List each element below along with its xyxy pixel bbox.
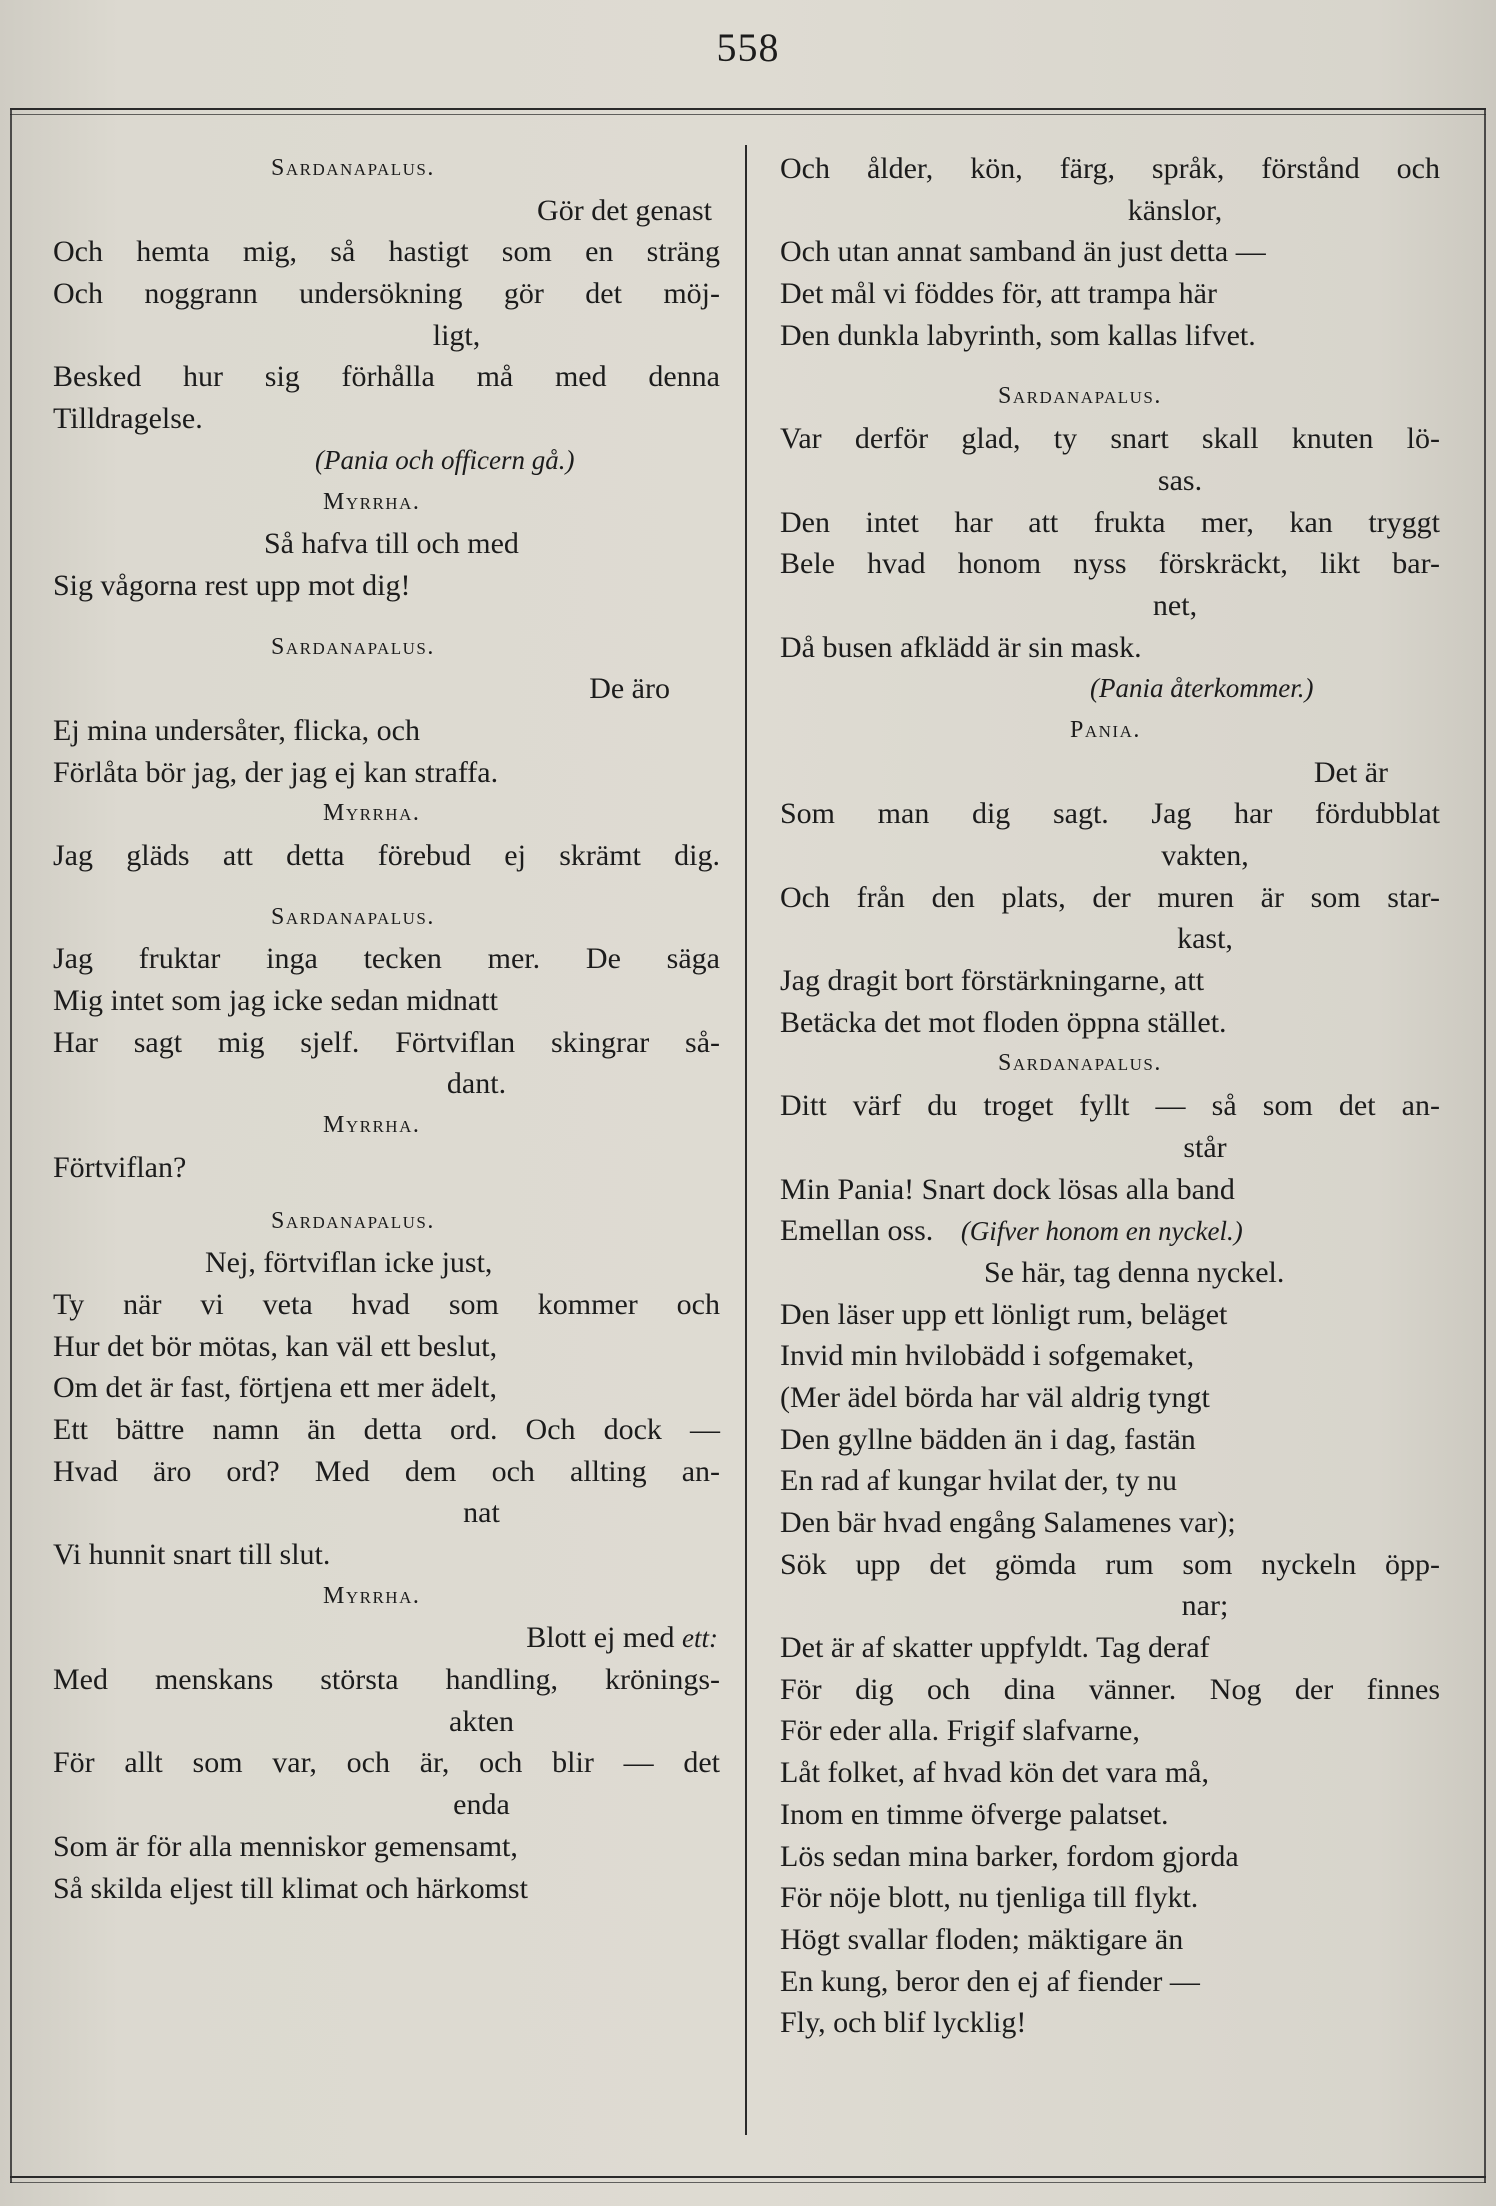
verse-line: Sig vågorna rest upp mot dig! [53, 568, 411, 602]
verse-line: Vi hunnit snart till slut. [53, 1538, 331, 1571]
verse-line: För dig och dina vänner. Nog der finnes [780, 1672, 1440, 1706]
verse-line: Inom en timme öfverge palatset. [780, 1797, 1169, 1831]
verse-line: En rad af kungar hvilat der, ty nu [780, 1464, 1178, 1498]
verse-line [53, 1617, 720, 1659]
verse-text: Blott ej med [526, 1621, 683, 1655]
top-rule-thin [10, 114, 1486, 115]
verse-line: Och utan annat samband än just detta — [780, 235, 1266, 269]
speaker-name: Myrrha. [323, 1582, 421, 1609]
verse-line: Den intet har att frukta mer, kan tryggt [780, 505, 1440, 539]
verse-line: Ej mina undersåter, flicka, och [53, 713, 420, 747]
verse-line: Den gyllne bädden än i dag, fastän [780, 1422, 1196, 1456]
verse-line: Hvad äro ord? Med dem och allting an- [53, 1454, 720, 1488]
speaker-name: Sardanapalus. [271, 1207, 435, 1234]
verse-line: Gör det genast [537, 193, 712, 227]
verse-line: Jag fruktar inga tecken mer. De säga [53, 942, 720, 976]
verse-line: Och hemta mig, så hastigt som en sträng [53, 235, 720, 269]
spacer [53, 607, 720, 627]
speaker-name: Myrrha. [323, 1112, 421, 1139]
verse-line: Tilldragelse. [53, 402, 203, 436]
verse-text: Emellan oss. [780, 1214, 941, 1248]
verse-line-continuation: vakten, [1161, 839, 1249, 872]
verse-line: Sök upp det gömda rum som nyckeln öpp- [780, 1547, 1440, 1581]
verse-line: Det är af skatter uppfyldt. Tag deraf [780, 1631, 1210, 1665]
spacer [780, 356, 1440, 376]
verse-line: Om det är fast, förtjena ett mer ädelt, [53, 1371, 497, 1405]
top-rule [10, 108, 1486, 110]
verse-line-continuation: dant. [446, 1067, 507, 1101]
stage-direction: (Gifver honom en nyckel.) [960, 1216, 1243, 1247]
verse-line: Och från den plats, der muren är som star- [780, 880, 1440, 914]
verse-line: Med menskans största handling, krönings- [53, 1663, 720, 1697]
verse-line: Mig intet som jag icke sedan midnatt [53, 984, 498, 1018]
verse-line: Hur det bör mötas, kan väl ett beslut, [53, 1329, 498, 1363]
verse-line: Så hafva till och med [264, 527, 519, 561]
verse-line-continuation: står [1183, 1130, 1227, 1164]
spacer [53, 877, 720, 897]
verse-line: Låt folket, af hvad kön det vara må, [780, 1756, 1209, 1790]
verse-line: För nöje blott, nu tjenliga till flykt. [780, 1881, 1199, 1915]
verse-line: Det är [1313, 755, 1388, 789]
verse-line: Var derför glad, ty snart skall knuten lö- [780, 422, 1440, 456]
verse-line: Ty när vi veta hvad som kommer och [53, 1287, 720, 1321]
verse-line: Invid min hvilobädd i sofgemaket, [780, 1339, 1195, 1373]
verse-line-continuation: sas. [1157, 463, 1203, 497]
speaker-name: Sardanapalus. [271, 155, 435, 181]
bottom-rule [10, 2176, 1486, 2178]
verse-line: För allt som var, och är, och blir — det [53, 1746, 720, 1780]
verse-line: Jag gläds att detta förebud ej skrämt dig. [53, 839, 720, 872]
right-border [1484, 108, 1486, 2183]
verse-line-continuation: nat [463, 1496, 500, 1530]
speaker-name: Sardanapalus. [998, 1050, 1162, 1077]
verse-line-continuation: akten [449, 1704, 514, 1738]
verse-line: Så skilda eljest till klimat och härkomst [53, 1871, 528, 1905]
verse-line: Som man dig sagt. Jag har fördubblat [780, 797, 1440, 831]
verse-line: Min Pania! Snart dock lösas alla band [780, 1172, 1235, 1206]
verse-line: Den dunkla labyrinth, som kallas lifvet. [780, 318, 1256, 352]
verse-line: Se här, tag denna nyckel. [984, 1255, 1285, 1289]
left-column [53, 148, 720, 1909]
verse-line-continuation: ligt, [432, 318, 481, 352]
verse-line: Fly, och blif lycklig! [780, 2006, 1027, 2040]
speaker-name: Sardanapalus. [271, 633, 435, 660]
verse-line: Lös sedan mina barker, fordom gjorda [780, 1839, 1239, 1873]
verse-line: En kung, beror den ej af fiender — [780, 1964, 1200, 1998]
verse-line-continuation: nar; [1181, 1589, 1229, 1623]
verse-line: Det mål vi föddes för, att trampa här [780, 277, 1217, 311]
verse-line: Och ålder, kön, färg, språk, förstånd och [780, 152, 1440, 185]
verse-line: Den bär hvad engång Salamenes var); [780, 1506, 1236, 1539]
verse-line: Som är för alla menniskor gemensamt, [53, 1829, 518, 1863]
stage-direction: (Pania återkommer.) [1090, 673, 1314, 704]
verse-line: Högt svallar floden; mäktigare än [780, 1922, 1184, 1956]
page-number: 558 [716, 25, 780, 70]
speaker-name: Sardanapalus. [998, 383, 1162, 410]
speaker-name: Sardanapalus. [271, 903, 435, 930]
verse-line-continuation: kast, [1177, 922, 1233, 956]
verse-line: Då busen afklädd är sin mask. [780, 630, 1142, 664]
verse-line: Nej, förtviflan icke just, [205, 1246, 493, 1280]
right-column [780, 148, 1440, 2044]
verse-line-continuation: enda [453, 1788, 510, 1822]
verse-line-continuation: net, [1152, 588, 1198, 622]
verse-line: De äro [589, 672, 670, 706]
verse-line: Besked hur sig förhålla må med denna [53, 360, 720, 394]
left-border [10, 108, 12, 2183]
speaker-name: Myrrha. [323, 488, 421, 515]
verse-line: Förlåta bör jag, der jag ej kan straffa. [53, 755, 499, 789]
verse-line: Förtviflan? [53, 1150, 187, 1184]
speaker-name: Myrrha. [323, 800, 421, 827]
bottom-rule-thin [10, 2182, 1486, 2183]
verse-line: Jag dragit bort förstärkningarne, att [780, 964, 1205, 998]
verse-line-continuation: känslor, [1127, 193, 1223, 227]
verse-line: Och noggrann undersökning gör det möj- [53, 277, 720, 311]
spacer [53, 1189, 720, 1201]
column-divider [745, 145, 747, 2135]
verse-line: Den läser upp ett lönligt rum, beläget [780, 1297, 1228, 1331]
verse-line: Betäcka det mot floden öppna stället. [780, 1005, 1227, 1039]
stage-direction: (Pania och officern gå.) [315, 444, 575, 475]
verse-line: Har sagt mig sjelf. Förtviflan skingrar så- [53, 1025, 720, 1059]
speaker-name: Pania. [1070, 716, 1141, 743]
verse-line [780, 1210, 1440, 1252]
verse-line: För eder alla. Frigif slafvarne, [780, 1714, 1140, 1748]
verse-line: Ett bättre namn än detta ord. Och dock — [53, 1412, 720, 1446]
verse-line: Bele hvad honom nyss förskräckt, likt bar- [780, 547, 1440, 581]
verse-line: Ditt värf du troget fyllt — så som det an- [780, 1089, 1440, 1123]
verse-line: (Mer ädel börda har väl aldrig tyngt [780, 1380, 1210, 1414]
emphasis: ett: [682, 1623, 718, 1654]
